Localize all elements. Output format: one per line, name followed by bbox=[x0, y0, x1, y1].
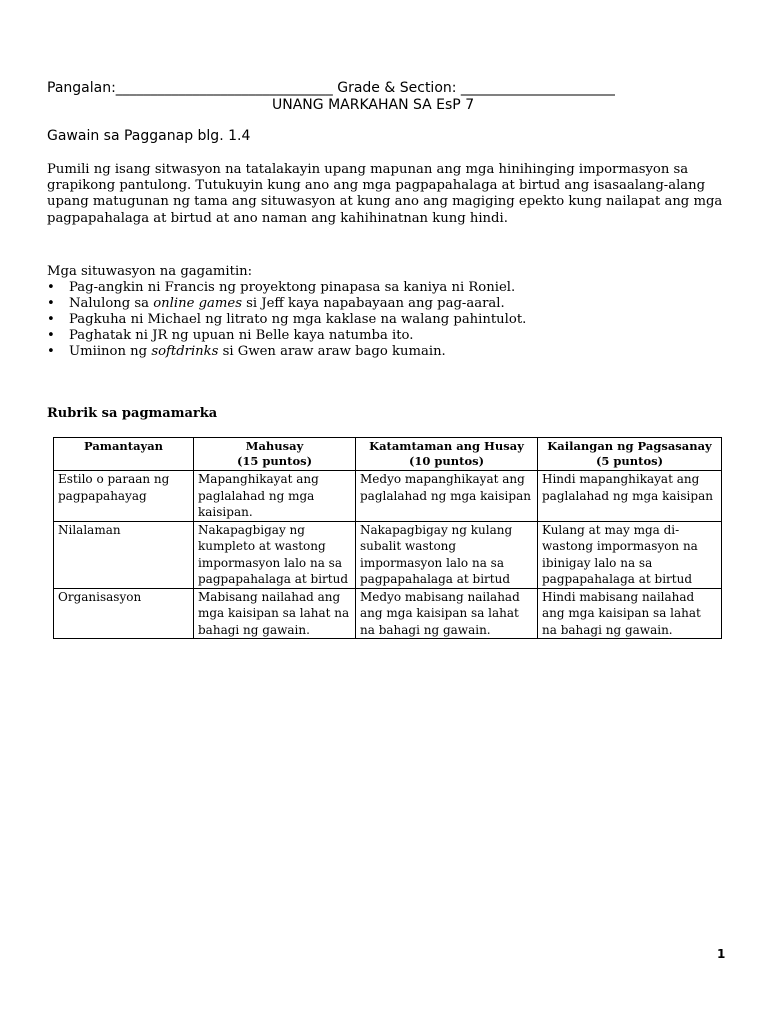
name-grade-section-line: Pangalan:_______________________________ Grade & Section: ______________________ bbox=[47, 80, 615, 96]
criteria-cell: Organisasyon bbox=[54, 588, 194, 639]
header-needs-practice: Kailangan ng Pagsasanay (5 puntos) bbox=[538, 438, 722, 471]
situation-item: • Nalulong sa online games si Jeff kaya napabayaan ang pag-aaral. bbox=[47, 296, 505, 311]
situation-item: • Umiinon ng softdrinks si Gwen araw araw bago kumain. bbox=[47, 344, 446, 359]
table-cell: Medyo mabisang nailahad ang mga kaisipan sa lahat na bahagi ng gawain. bbox=[356, 588, 538, 639]
situation-item: • Paghatak ni JR ng upuan ni Belle kaya natumba ito. bbox=[47, 328, 414, 343]
bullet-icon: • bbox=[47, 312, 55, 327]
instructions-paragraph: Pumili ng isang sitwasyon na tatalakayin upang mapunan ang mga hinihinging impormasyon sa grapikong pantulong. Tutukuyin kung ano ang mga pagpapahalaga at birtud ang isasaalang-alang upang matugunan ng tama ang situwasyon at kung ano ang magiging epekto kung nailapat ang mga pagpapahalaga at birtud at ano naman ang kahihinatnan kung hindi. bbox=[47, 162, 723, 226]
rubric-title: Rubrik sa pagmamarka bbox=[47, 406, 218, 421]
header-criteria: Pamantayan bbox=[54, 438, 194, 471]
situations-heading: Mga situwasyon na gagamitin: bbox=[47, 264, 253, 279]
criteria-cell: Nilalaman bbox=[54, 521, 194, 588]
bullet-icon: • bbox=[47, 296, 55, 311]
table-row bbox=[54, 471, 722, 522]
table-cell: Mapanghikayat ang paglalahad ng mga kaisipan. bbox=[194, 471, 356, 522]
table-cell: Nakapagbigay ng kumpleto at wastong impormasyon lalo na sa pagpapahalaga at birtud bbox=[194, 521, 356, 588]
page-number: 1 bbox=[717, 947, 726, 961]
header-average: Katamtaman ang Husay (10 puntos) bbox=[356, 438, 538, 471]
table-cell: Kulang at may mga di-wastong impormasyon na ibinigay lalo na sa pagpapahalaga at birtud bbox=[538, 521, 722, 588]
table-row bbox=[54, 521, 722, 588]
table-cell: Medyo mapanghikayat ang paglalahad ng mga kaisipan bbox=[356, 471, 538, 522]
table-cell: Mabisang nailahad ang mga kaisipan sa lahat na bahagi ng gawain. bbox=[194, 588, 356, 639]
quarter-subtitle: UNANG MARKAHAN SA EsP 7 bbox=[272, 97, 475, 113]
rubric-table bbox=[53, 437, 722, 639]
rubric-header-row bbox=[54, 438, 722, 471]
situations-list bbox=[47, 280, 526, 360]
criteria-cell: Estilo o paraan ng pagpapahayag bbox=[54, 471, 194, 522]
table-cell: Nakapagbigay ng kulang subalit wastong impormasyon lalo na sa pagpapahalaga at birtud bbox=[356, 521, 538, 588]
table-cell: Hindi mabisang nailahad ang mga kaisipan sa lahat na bahagi ng gawain. bbox=[538, 588, 722, 639]
table-row bbox=[54, 588, 722, 639]
table-cell: Hindi mapanghikayat ang paglalahad ng mga kaisipan bbox=[538, 471, 722, 522]
header-excellent: Mahusay (15 puntos) bbox=[194, 438, 356, 471]
bullet-icon: • bbox=[47, 280, 55, 295]
bullet-icon: • bbox=[47, 328, 55, 343]
activity-title: Gawain sa Pagganap blg. 1.4 bbox=[47, 128, 251, 144]
situation-item: • Pag-angkin ni Francis ng proyektong pinapasa sa kaniya ni Roniel. bbox=[47, 280, 516, 295]
bullet-icon: • bbox=[47, 344, 55, 359]
situation-item: • Pagkuha ni Michael ng litrato ng mga kaklase na walang pahintulot. bbox=[47, 312, 527, 327]
